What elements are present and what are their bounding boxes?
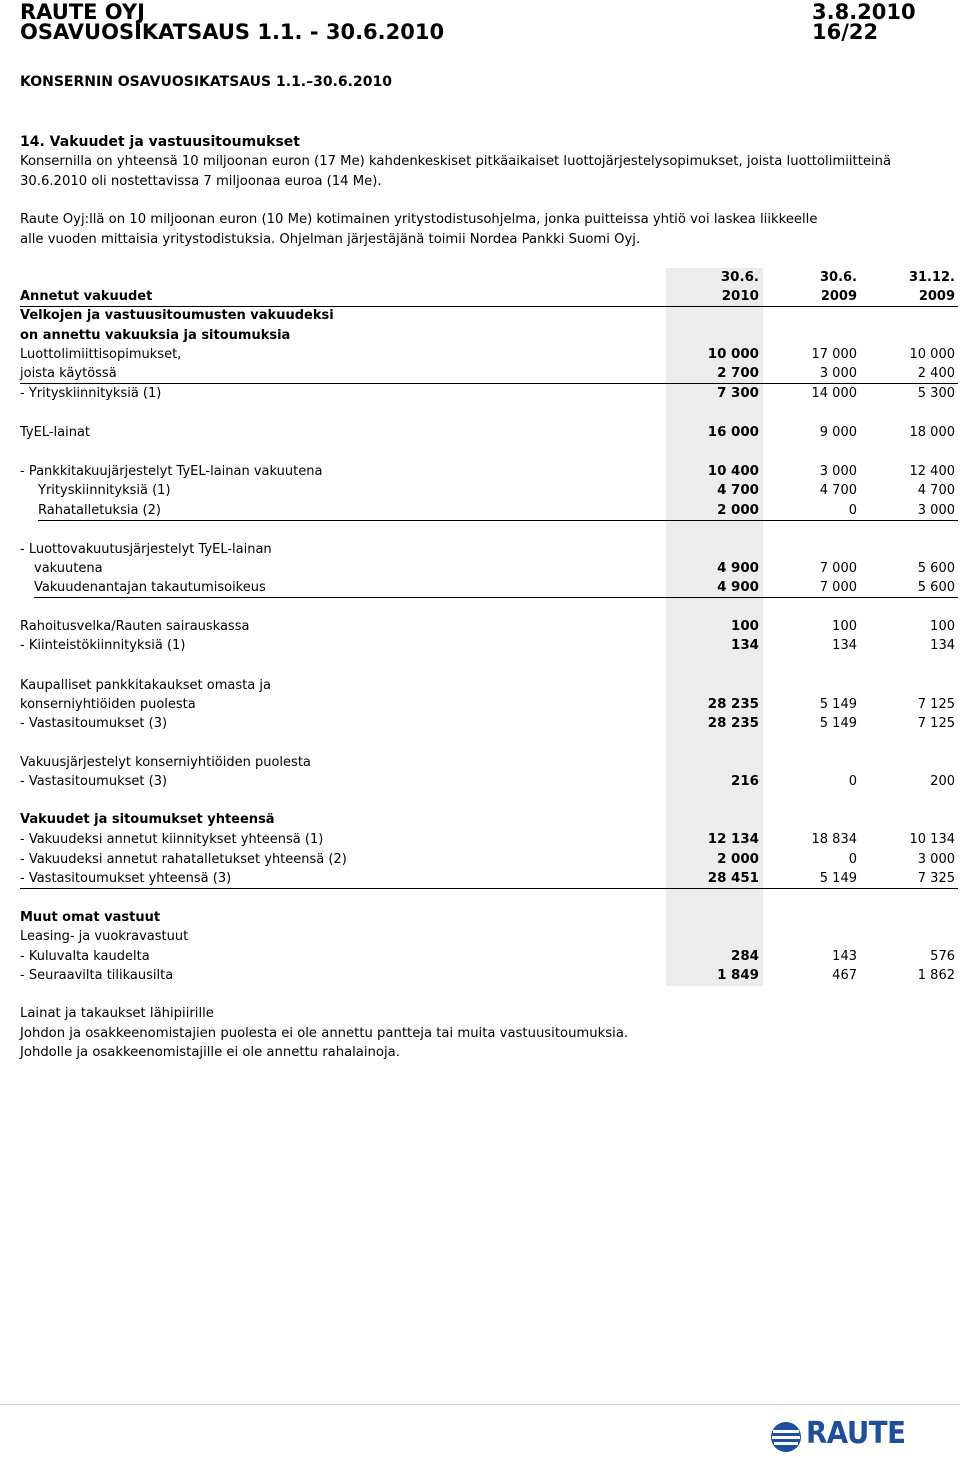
company-name: RAUTE OYJ <box>20 0 145 24</box>
row-value-col-2: 7 000 <box>819 580 857 595</box>
row-value-col-1: 2 000 <box>717 852 759 867</box>
table-row <box>0 540 960 560</box>
table-row <box>0 695 960 715</box>
table-row <box>0 850 960 870</box>
report-title: OSAVUOSIKATSAUS 1.1. - 30.6.2010 <box>20 20 445 44</box>
table-row <box>0 810 960 830</box>
row-value-col-3: 18 000 <box>909 425 955 440</box>
row-label: - Vastasitoumukset yhteensä (3) <box>20 871 232 886</box>
paragraph-1 <box>20 152 891 191</box>
table-row <box>0 714 960 734</box>
table-row <box>0 462 960 482</box>
table-row <box>0 772 960 792</box>
row-value-col-3: 7 325 <box>917 871 955 886</box>
row-value-col-3: 2 400 <box>917 366 955 381</box>
row-value-col-1: 28 451 <box>707 871 759 886</box>
paragraph-line: Konsernilla on yhteensä 10 miljoonan euron (17 Me) kahdenkeskiset pitkäaikaiset luottojärjestelysopimukset, joista luottolimiitteinä <box>20 154 892 169</box>
report-date: 3.8.2010 <box>812 0 916 24</box>
row-label: Rahoitusvelka/Rauten sairauskassa <box>20 619 250 634</box>
row-value-col-2: 5 149 <box>819 871 857 886</box>
row-value-col-3: 576 <box>930 949 955 964</box>
paragraph-2 <box>20 210 817 249</box>
row-value-col-2: 17 000 <box>811 347 857 362</box>
table-row <box>0 481 960 501</box>
row-label: TyEL-lainat <box>20 425 91 440</box>
row-label: Leasing- ja vuokravastuut <box>20 929 189 944</box>
table-header-row-bottom <box>0 287 960 307</box>
subtotal-rule <box>34 597 958 598</box>
table-row <box>0 753 960 773</box>
row-value-col-1: 7 300 <box>717 386 759 401</box>
row-label: Velkojen ja vastuusitoumusten vakuudeksi <box>20 308 334 323</box>
row-label: Muut omat vastuut <box>20 910 161 925</box>
row-value-col-1: 2 000 <box>717 503 759 518</box>
row-label: - Seuraavilta tilikausilta <box>20 968 174 983</box>
table-row <box>0 947 960 967</box>
row-value-col-3: 5 600 <box>917 580 955 595</box>
table-row <box>0 423 960 443</box>
col-header-top: 31.12. <box>908 270 955 285</box>
row-value-col-1: 284 <box>731 949 759 964</box>
row-value-col-2: 143 <box>832 949 857 964</box>
row-value-col-3: 1 862 <box>917 968 955 983</box>
row-value-col-1: 100 <box>731 619 759 634</box>
row-value-col-2: 5 149 <box>819 716 857 731</box>
row-value-col-2: 467 <box>832 968 857 983</box>
row-value-col-3: 200 <box>930 774 955 789</box>
table-row <box>0 869 960 889</box>
logo-text: RAUTE <box>806 1416 906 1451</box>
table-row <box>0 384 960 404</box>
row-value-col-3: 10 000 <box>909 347 955 362</box>
row-value-col-2: 0 <box>848 852 857 867</box>
col-header-bottom: 2009 <box>820 289 857 304</box>
row-value-col-3: 5 300 <box>917 386 955 401</box>
table-row <box>0 617 960 637</box>
row-value-col-3: 5 600 <box>917 561 955 576</box>
col-header-top: 30.6. <box>720 270 759 285</box>
table-row <box>0 326 960 346</box>
row-label: Yrityskiinnityksiä (1) <box>38 483 171 498</box>
paragraph-line: Raute Oyj:llä on 10 miljoonan euron (10 Me) kotimainen yritystodistusohjelma, jonka puitteissa yhtiö voi laskea liikkeelle <box>20 212 818 227</box>
row-value-col-3: 134 <box>930 638 955 653</box>
paragraph-line: alle vuoden mittaisia yritystodistuksia. Ohjelman järjestäjänä toimii Nordea Pankki Suomi Oyj. <box>20 231 641 247</box>
row-label: - Luottovakuutusjärjestelyt TyEL-lainan <box>20 542 272 557</box>
row-value-col-3: 100 <box>930 619 955 634</box>
footer-divider <box>0 1404 960 1405</box>
table-row <box>0 966 960 986</box>
footer-note: Johdon ja osakkeenomistajien puolesta ei ole annettu pantteja tai muita vastuusitoumuksia. <box>20 1025 629 1041</box>
row-value-col-1: 134 <box>731 638 759 653</box>
row-value-col-2: 134 <box>832 638 857 653</box>
row-value-col-1: 4 900 <box>717 580 759 595</box>
row-value-col-2: 7 000 <box>819 561 857 576</box>
row-value-col-2: 5 149 <box>819 697 857 712</box>
row-label: Kaupalliset pankkitakaukset omasta ja <box>20 678 271 693</box>
table-row <box>0 676 960 696</box>
table-row <box>0 636 960 656</box>
row-label: konserniyhtiöiden puolesta <box>20 697 196 712</box>
row-value-col-2: 14 000 <box>811 386 857 401</box>
row-value-col-2: 100 <box>832 619 857 634</box>
table-row <box>0 830 960 850</box>
table-row <box>0 501 960 521</box>
row-value-col-1: 16 000 <box>707 425 759 440</box>
row-label: - Vastasitoumukset (3) <box>20 774 168 789</box>
row-value-col-3: 4 700 <box>917 483 955 498</box>
row-label: on annettu vakuuksia ja sitoumuksia <box>20 328 291 343</box>
col-header-top: 30.6. <box>819 270 857 285</box>
row-value-col-1: 216 <box>731 774 759 789</box>
row-value-col-3: 3 000 <box>917 503 955 518</box>
row-value-col-1: 28 235 <box>707 716 759 731</box>
row-value-col-3: 7 125 <box>917 716 955 731</box>
subtotal-rule <box>20 888 958 889</box>
row-label: - Kiinteistökiinnityksiä (1) <box>20 638 186 653</box>
row-label: Rahatalletuksia (2) <box>38 503 161 518</box>
row-label: - Yrityskiinnityksiä (1) <box>20 386 162 401</box>
table-row <box>0 908 960 928</box>
col-header-bottom: 2010 <box>721 289 759 304</box>
row-value-col-1: 1 849 <box>717 968 759 983</box>
page-number: 16/22 <box>812 20 879 44</box>
subheader: KONSERNIN OSAVUOSIKATSAUS 1.1.–30.6.2010 <box>20 74 392 90</box>
row-label: Vakuudenantajan takautumisoikeus <box>34 580 266 595</box>
paragraph-line: 30.6.2010 oli nostettavissa 7 miljoonaa euroa (14 Me). <box>20 173 382 189</box>
row-value-col-1: 10 400 <box>707 464 759 479</box>
table-row <box>0 927 960 947</box>
row-value-col-1: 28 235 <box>707 697 759 712</box>
row-label: vakuutena <box>34 561 103 576</box>
row-label: - Vastasitoumukset (3) <box>20 716 168 731</box>
table-title: Annetut vakuudet <box>20 289 153 304</box>
footer-note: Lainat ja takaukset lähipiirille <box>20 1006 214 1021</box>
footer-note: Johdolle ja osakkeenomistajille ei ole annettu rahalainoja. <box>20 1045 400 1060</box>
row-label: - Kuluvalta kaudelta <box>20 949 150 964</box>
row-value-col-2: 9 000 <box>819 425 857 440</box>
table-row <box>0 345 960 365</box>
table-row <box>0 559 960 579</box>
row-value-col-2: 0 <box>848 503 857 518</box>
row-value-col-3: 12 400 <box>909 464 955 479</box>
row-label: - Vakuudeksi annetut rahatalletukset yhteensä (2) <box>20 852 347 867</box>
row-value-col-2: 0 <box>848 774 857 789</box>
row-value-col-3: 10 134 <box>909 832 955 847</box>
row-value-col-3: 7 125 <box>917 697 955 712</box>
row-value-col-2: 18 834 <box>811 832 857 847</box>
row-value-col-1: 2 700 <box>717 366 759 381</box>
row-value-col-1: 12 134 <box>707 832 759 847</box>
row-label: - Pankkitakuujärjestelyt TyEL-lainan vakuutena <box>20 464 323 479</box>
table-row <box>0 306 960 326</box>
row-label: - Vakuudeksi annetut kiinnitykset yhteensä (1) <box>20 832 324 847</box>
row-value-col-1: 4 700 <box>717 483 759 498</box>
subtotal-rule <box>38 520 958 521</box>
footer-notes <box>20 1004 628 1063</box>
row-value-col-2: 3 000 <box>819 366 857 381</box>
row-value-col-2: 4 700 <box>819 483 857 498</box>
row-label: joista käytössä <box>20 366 117 381</box>
table-row <box>0 364 960 384</box>
row-value-col-2: 3 000 <box>819 464 857 479</box>
row-value-col-1: 10 000 <box>707 347 759 362</box>
row-label: Luottolimiittisopimukset, <box>20 347 182 362</box>
table-header-row-top <box>0 268 960 288</box>
row-label: Vakuusjärjestelyt konserniyhtiöiden puolesta <box>20 755 311 770</box>
table-row <box>0 578 960 598</box>
section-title: 14. Vakuudet ja vastuusitoumukset <box>20 134 300 150</box>
col-header-bottom: 2009 <box>918 289 955 304</box>
row-value-col-3: 3 000 <box>917 852 955 867</box>
row-value-col-1: 4 900 <box>717 561 759 576</box>
row-label: Vakuudet ja sitoumukset yhteensä <box>20 812 275 827</box>
